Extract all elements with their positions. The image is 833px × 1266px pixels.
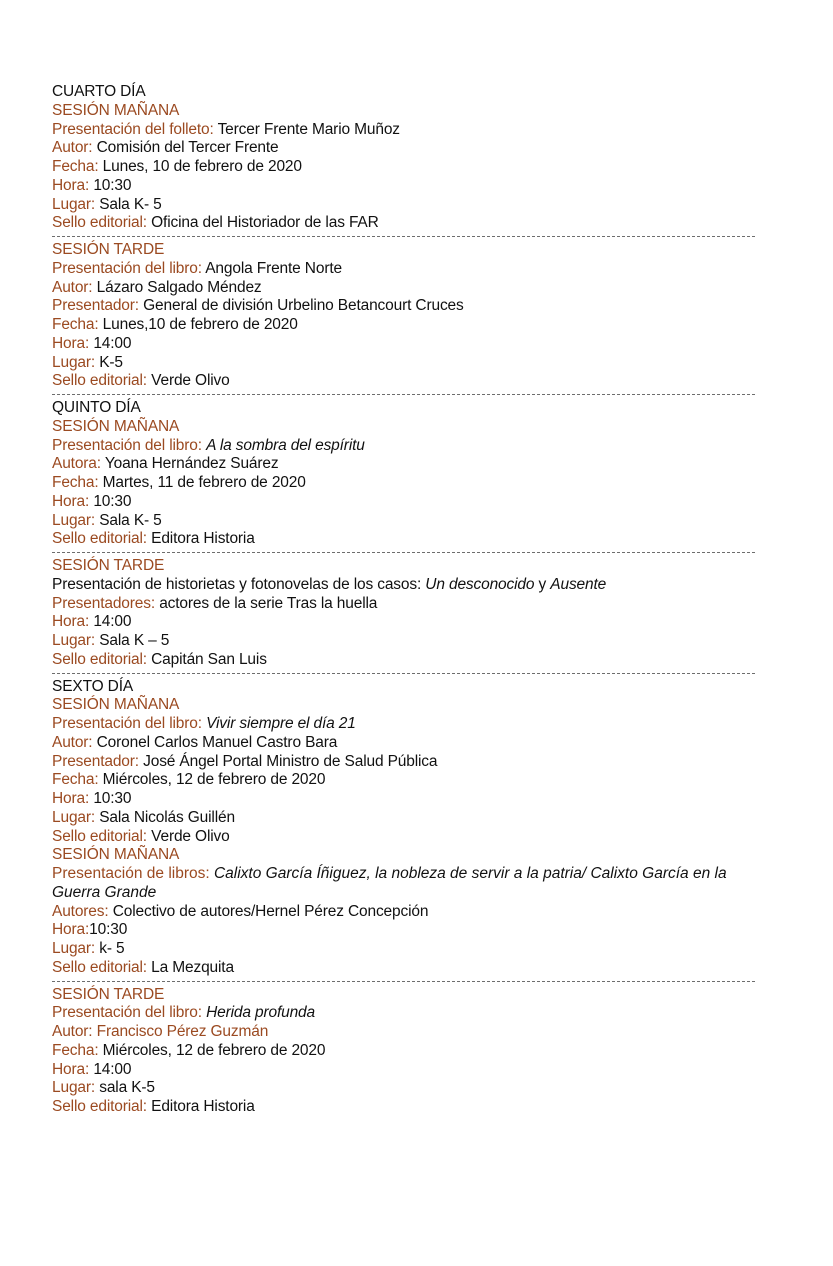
entry-label: Sello editorial: — [52, 650, 147, 668]
entry-label: Sello editorial: — [52, 214, 147, 232]
entry-row — [52, 771, 757, 790]
entry-label: Lugar: — [52, 353, 96, 371]
entry-label: Fecha: — [52, 771, 99, 789]
entry-label: Presentación del libro: — [52, 1004, 202, 1022]
session-heading: SESIÓN MAÑANA — [52, 101, 180, 119]
entry-label: Hora: — [52, 613, 90, 631]
session-heading: SESIÓN TARDE — [52, 557, 165, 574]
entry-label: Presentadores: — [52, 594, 156, 612]
entry-row — [52, 437, 757, 456]
entry-value: Miércoles, 12 de febrero de 2020 — [102, 1041, 326, 1059]
entry-label: Sello editorial: — [52, 958, 147, 976]
entry-row — [52, 196, 757, 215]
entry-value: Sala K- 5 — [99, 511, 162, 529]
entry-label: Presentación del libro: — [52, 436, 202, 454]
entry-row — [52, 790, 757, 809]
day-heading: SEXTO DÍA — [52, 677, 134, 695]
entry-row — [52, 959, 757, 978]
entry-row — [52, 576, 757, 595]
entry-label: Autor: — [52, 139, 93, 157]
entry-label: Fecha: — [52, 158, 99, 175]
entry-value: Capitán San Luis — [151, 650, 267, 668]
entry-label: Lugar: — [52, 632, 96, 649]
entry-value: José Ángel Portal Ministro de Salud Pública — [143, 752, 438, 770]
dashed-divider — [52, 394, 755, 395]
entry-row — [52, 753, 757, 772]
entry-label: Hora: — [52, 176, 90, 194]
entry-row — [52, 474, 757, 493]
entry-label: Hora: — [52, 921, 90, 939]
entry-row — [52, 595, 757, 614]
entry-label: Autor: — [52, 733, 93, 751]
entry-value: Lunes,10 de febrero de 2020 — [102, 316, 298, 333]
entry-row — [52, 530, 757, 549]
entry-row — [52, 512, 757, 531]
entry-label: Autor: — [52, 1023, 93, 1040]
entry-value: Tercer Frente Mario Muñoz — [217, 120, 400, 138]
entry-joiner: y — [534, 575, 551, 593]
entry-row — [52, 903, 757, 922]
entry-row — [52, 1042, 757, 1061]
entry-row — [52, 372, 757, 391]
program-document — [52, 83, 757, 1117]
entry-label: Presentación del folleto: — [52, 120, 214, 138]
entry-label: Autor: — [52, 278, 93, 296]
entry-value: Sala Nicolás Guillén — [99, 808, 235, 826]
entry-label: Presentador: — [52, 297, 139, 315]
entry-value: sala K-5 — [99, 1079, 155, 1097]
entry-row — [52, 279, 757, 298]
book-title: Vivir siempre el día 21 — [206, 715, 356, 732]
entry-label: Lugar: — [52, 808, 96, 826]
entry-row — [52, 297, 757, 316]
session-heading: SESIÓN TARDE — [52, 985, 165, 1003]
entry-value: 10:30 — [93, 492, 132, 510]
entry-value: 10:30 — [89, 921, 128, 939]
entry-label: Lugar: — [52, 511, 96, 529]
entry-value: k- 5 — [99, 940, 125, 957]
entry-label: Sello editorial: — [52, 827, 147, 845]
entry-label: Sello editorial: — [52, 372, 147, 390]
book-title: Calixto García Íñiguez, la nobleza de servir a la patria/ Calixto García en la Guerra Grande — [52, 865, 727, 901]
entry-value: 14:00 — [93, 1060, 132, 1078]
entry-row — [52, 335, 757, 354]
entry-row — [52, 158, 757, 177]
entry-row — [52, 455, 757, 474]
book-title: Ausente — [550, 575, 607, 593]
entry-row — [52, 921, 757, 940]
entry-label: Sello editorial: — [52, 530, 147, 548]
entry-row — [52, 260, 757, 279]
day-heading: QUINTO DÍA — [52, 399, 141, 416]
entry-row — [52, 632, 757, 651]
entry-label: Autores: — [52, 902, 109, 920]
entry-label: Hora: — [52, 790, 90, 807]
entry-label: Lugar: — [52, 1079, 96, 1097]
entry-row — [52, 214, 757, 233]
entry-value: Coronel Carlos Manuel Castro Bara — [96, 733, 338, 751]
dashed-divider — [52, 236, 755, 237]
entry-row — [52, 613, 757, 632]
entry-row — [52, 940, 757, 959]
entry-label: Hora: — [52, 1060, 90, 1078]
entry-value: Editora Historia — [151, 1098, 255, 1115]
book-title: Herida profunda — [206, 1004, 316, 1022]
entry-value: 10:30 — [93, 790, 132, 807]
entry-row — [52, 1098, 757, 1117]
entry-row — [52, 1023, 757, 1042]
entry-row — [52, 1079, 757, 1098]
entry-row — [52, 651, 757, 670]
day-heading: CUARTO DÍA — [52, 83, 146, 100]
entry-description: Presentación de historietas y fotonovelas de los casos: — [52, 575, 426, 593]
entry-row — [52, 493, 757, 512]
session-heading: SESIÓN MAÑANA — [52, 846, 180, 864]
entry-row — [52, 354, 757, 373]
book-title: Un desconocido — [425, 575, 535, 593]
session-heading: SESIÓN MAÑANA — [52, 696, 180, 714]
dashed-divider — [52, 673, 755, 674]
entry-row — [52, 316, 757, 335]
entry-value: Lunes, 10 de febrero de 2020 — [102, 158, 302, 175]
session-heading: SESIÓN TARDE — [52, 241, 165, 258]
entry-label: Lugar: — [52, 940, 96, 957]
entry-label: Lugar: — [52, 195, 96, 213]
entry-value: La Mezquita — [151, 958, 234, 976]
entry-row — [52, 177, 757, 196]
entry-row — [52, 865, 757, 903]
entry-value: Angola Frente Norte — [205, 259, 342, 277]
entry-value: Francisco Pérez Guzmán — [96, 1023, 269, 1040]
entry-value: 10:30 — [93, 176, 132, 194]
entry-label: Fecha: — [52, 474, 99, 491]
entry-row — [52, 809, 757, 828]
entry-label: Presentador: — [52, 752, 139, 770]
entry-value: Lázaro Salgado Méndez — [96, 278, 262, 296]
entry-row — [52, 1061, 757, 1080]
entry-value: Editora Historia — [151, 530, 255, 548]
book-title: A la sombra del espíritu — [206, 436, 365, 454]
entry-value: Sala K – 5 — [99, 632, 170, 649]
entry-label: Fecha: — [52, 316, 99, 333]
entry-row — [52, 828, 757, 847]
session-heading: SESIÓN MAÑANA — [52, 417, 180, 435]
entry-label: Presentación del libro: — [52, 259, 202, 277]
entry-value: Colectivo de autores/Hernel Pérez Concepción — [112, 902, 429, 920]
entry-value: 14:00 — [93, 334, 132, 352]
entry-label: Hora: — [52, 334, 90, 352]
entry-value: 14:00 — [93, 613, 132, 631]
entry-label: Presentación de libros: — [52, 865, 210, 882]
entry-value: General de división Urbelino Betancourt Cruces — [143, 297, 464, 315]
dashed-divider — [52, 552, 755, 553]
entry-label: Hora: — [52, 492, 90, 510]
entry-value: K-5 — [99, 353, 123, 371]
entry-value: Yoana Hernández Suárez — [104, 455, 279, 473]
entry-row — [52, 734, 757, 753]
entry-value: Sala K- 5 — [99, 195, 162, 213]
entry-label: Sello editorial: — [52, 1098, 147, 1115]
entry-value: Verde Olivo — [151, 827, 230, 845]
entry-value: Verde Olivo — [151, 372, 230, 390]
entry-label: Fecha: — [52, 1041, 99, 1059]
dashed-divider — [52, 981, 755, 982]
entry-value: Martes, 11 de febrero de 2020 — [102, 474, 306, 491]
entry-row — [52, 1004, 757, 1023]
entry-value: actores de la serie Tras la huella — [159, 594, 378, 612]
entry-row — [52, 139, 757, 158]
entry-row — [52, 715, 757, 734]
entry-label: Autora: — [52, 455, 101, 473]
entry-value: Miércoles, 12 de febrero de 2020 — [102, 771, 326, 789]
entry-label: Presentación del libro: — [52, 715, 202, 732]
entry-row — [52, 121, 757, 140]
entry-value: Oficina del Historiador de las FAR — [151, 214, 379, 232]
entry-value: Comisión del Tercer Frente — [96, 139, 279, 157]
